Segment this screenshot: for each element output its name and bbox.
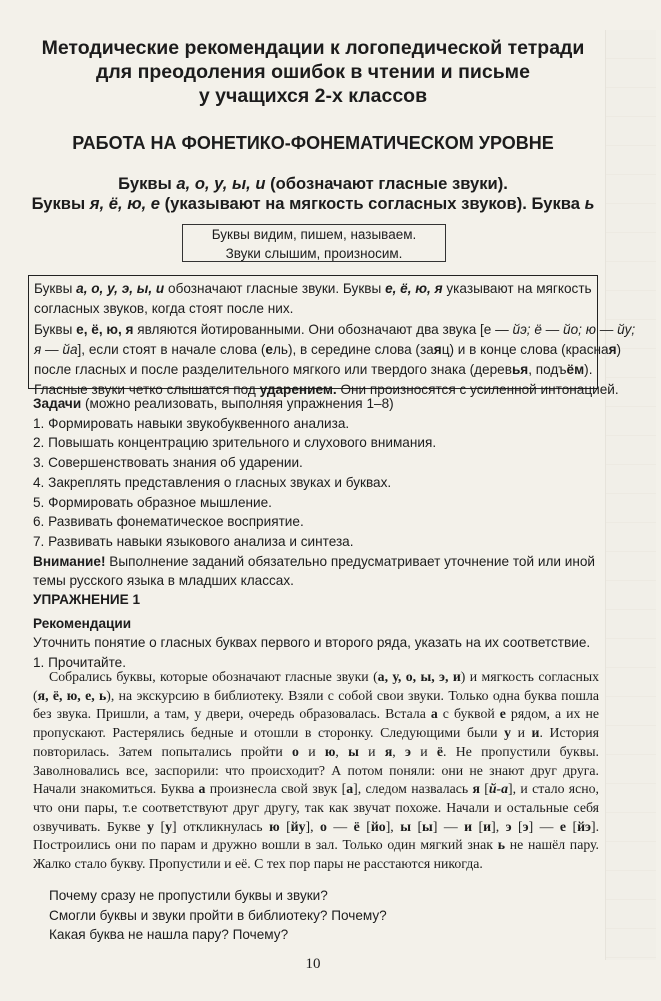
questions-list [49,886,599,945]
page-header [30,36,596,108]
story-paragraph: Собрались буквы, которые обозначают гласные звуки (а, у, о, ы, э, и) и мягкость согласных (я, ё, ю, е, ь), на экскурсию в библиотеку. Взяли с собой свои звуки. Только одна буква пошла без звука. Пришли, а там, у двери, очередь образовалась. Встала а с буквой е рядом, а их не пропускают. Растерялись бедные и отошли в сторонку. Следующими были у и и. История повторилась. Затем попытались пройти о и ю, ы и я, э и ё. Не пропустили буквы. Заволновались все, заспорили: что происходит? А потом поняли: они не знают друг друга. Начали знакомиться. Буква а произнесла свой звук [а], следом назвалась я [й-а], и стало ясно, что они пары, т.е соответствуют друг другу, так как звучат похоже. Начали и остальные себя озвучивать. Букве у [у] откликнулась ю [йу], о — ё [йо], ы [ы] — и [и], э [э] — е [йэ]. Построились они по парам и дружно вошли в зал. Только один мягкий знак ь не нашёл пару. Жалко стало букву. Пропустили и её. С тех пор пары не расстаются никогда. [33,669,600,872]
attention-note: Внимание! Выполнение заданий обязательно предусматривает уточнение той или иной [33,553,596,569]
header-line-2: для преодоления ошибок в чтении и письме [96,61,530,83]
tasks-heading: Задачи (можно реализовать, выполняя упражнения 1–8) [33,396,394,411]
rule-line-6: Гласные звуки четко слышатся под ударением. Они произносятся с усиленной интонацией. [34,382,619,398]
section-title: РАБОТА НА ФОНЕТИКО-ФОНЕМАТИЧЕСКОМ УРОВНЕ [72,133,554,153]
exercise-section [33,590,599,672]
attention-note-cont: темы русского языка в младших классах. [33,573,294,589]
exercise-title: УПРАЖНЕНИЕ 1 [33,592,141,607]
rule-line-2: согласных звуков, когда стоят после них. [34,301,294,317]
motto-line-1: Буквы видим, пишем, называем. [211,227,417,242]
task-item: 1. Формировать навыки звукобуквенного анализа. [33,415,350,431]
task-item: 6. Развивать фонематическое восприятие. [33,514,304,530]
task-item: 3. Совершенствовать знания об ударении. [33,455,303,471]
rule-box [28,275,636,398]
task-item: 5. Формировать образное мышление. [33,494,272,510]
rule-line-5: после гласных и после разделительного мягкого или твердого знака (деревья, подъём). [34,362,593,378]
task-item: 4. Закреплять представления о гласных звуках и буквах. [33,474,392,490]
page-number: 10 [305,956,321,972]
story-text [33,668,599,874]
header-line-3: у учащихся 2-х классов [198,85,428,107]
task-item: 2. Повышать концентрацию зрительного и слухового внимания. [33,435,437,451]
exercise-step: 1. Прочитайте. [33,654,127,670]
rule-line-4: я — йа], если стоят в начале слова (ель), в середине слова (заяц) и в конце слова (красная) [34,341,622,357]
rule-line-1: Буквы а, о, у, э, ы, и обозначают гласные звуки. Буквы е, ё, ю, я указывают на мягкость [34,281,592,296]
motto-box [182,224,446,262]
question-item: Почему сразу не пропустили буквы и звуки? [49,888,328,903]
header-line-1: Методические рекомендации к логопедической тетради [41,37,585,59]
motto-line-2: Звуки слышим, произносим. [225,246,403,261]
facing-page-bleed [605,30,656,960]
rule-line-3: Буквы е, ё, ю, я являются йотированными. Они обозначают два звука [е — йэ; ё — йо; ю — йу; [34,321,636,337]
recommendations-text: Уточнить понятие о гласных буквах первого и второго ряда, указать на их соответствие. [33,635,591,650]
tasks-section [33,394,599,591]
subtitle-line-1: Буквы а, о, у, ы, и (обозначают гласные звуки). [118,174,508,193]
question-item: Какая буква не нашла пару? Почему? [49,927,289,942]
recommendations-title: Рекомендации [33,615,132,631]
task-item: 7. Развивать навыки языкового анализа и синтеза. [33,533,354,549]
subtitle-line-2: Буквы я, ё, ю, е (указывают на мягкость согласных звуков). Буква ь [31,194,595,213]
question-item: Смогли буквы и звуки пройти в библиотеку? Почему? [49,907,387,923]
lesson-subtitle [10,174,616,214]
